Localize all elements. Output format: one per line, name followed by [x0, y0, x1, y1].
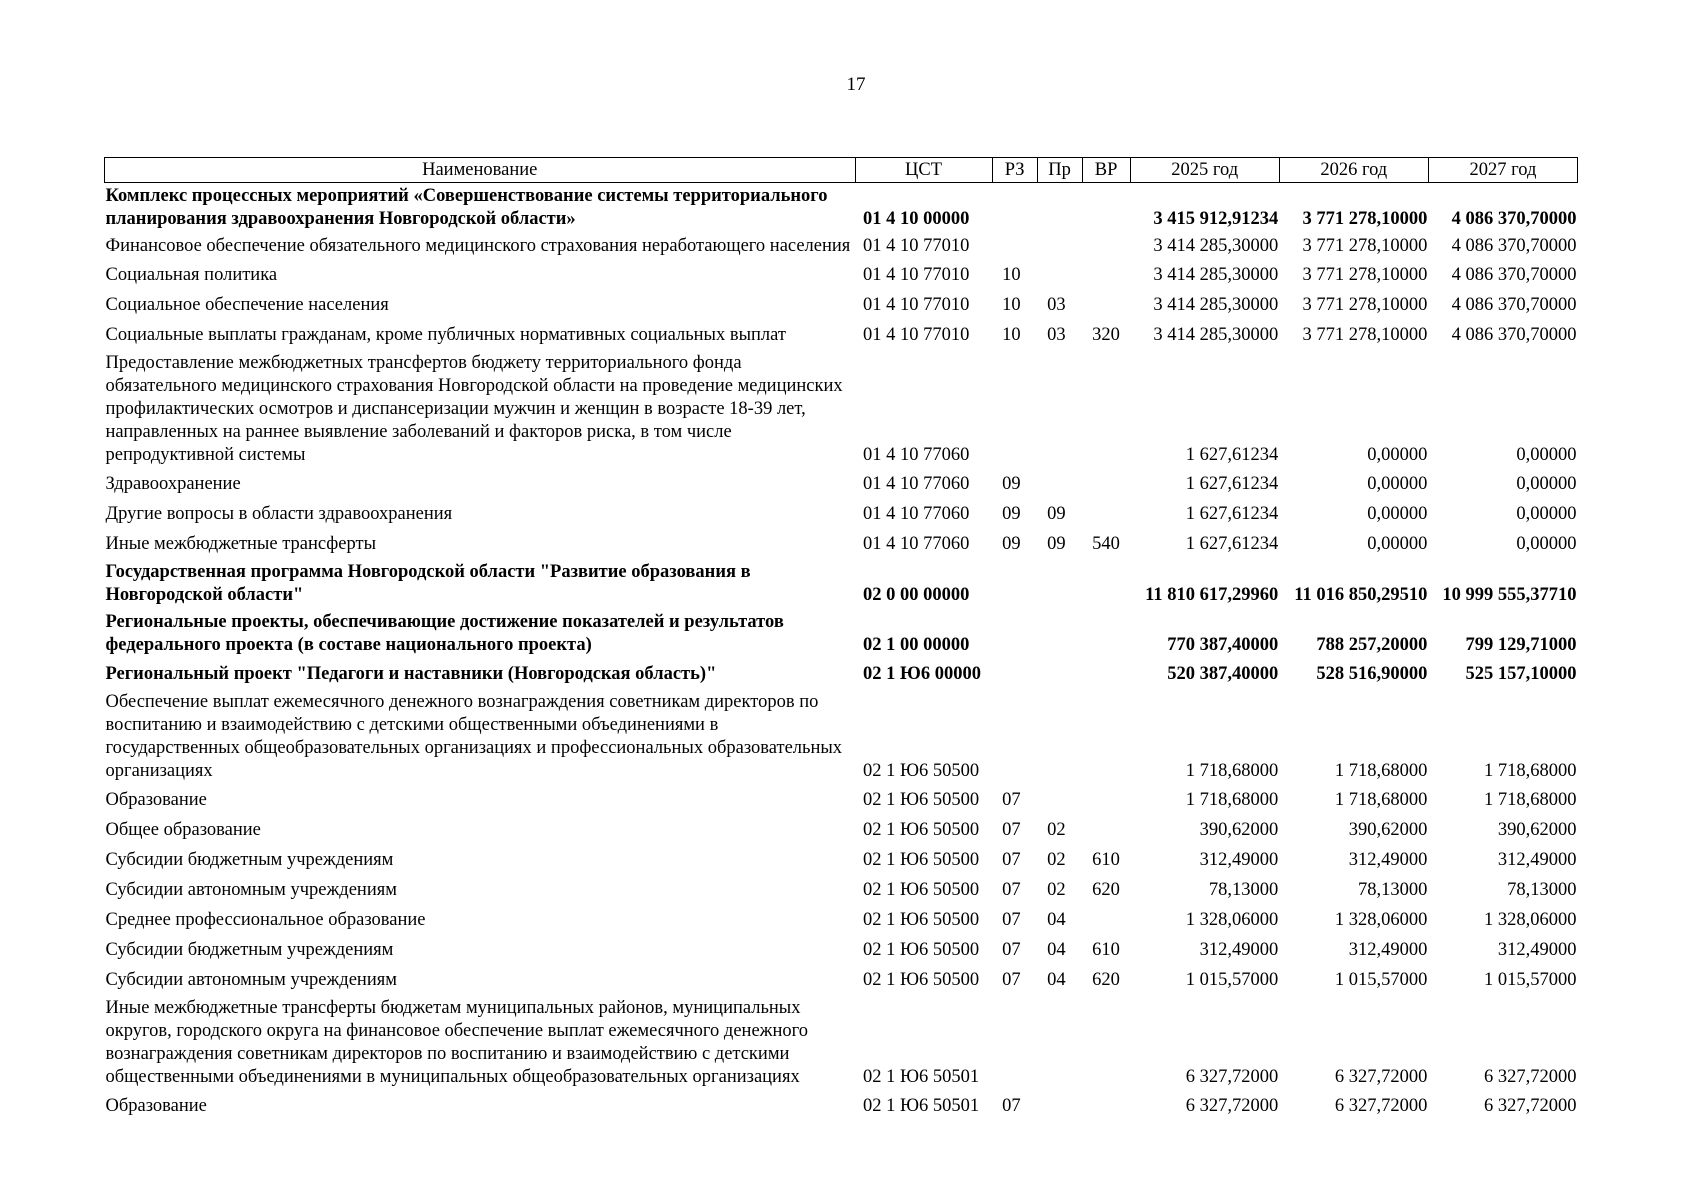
cell-2025: 6 327,72000	[1185, 1096, 1279, 1116]
cell-cst: 02 1 Ю6 50500	[863, 790, 980, 810]
cell-2026: 3 771 278,10000	[1302, 209, 1428, 229]
cell-rz: 07	[1002, 820, 1021, 840]
table-row	[105, 1091, 1578, 1121]
cell-cst: 01 4 10 77060	[863, 534, 970, 554]
cell-2025: 312,49000	[1199, 940, 1279, 960]
cell-vr	[1082, 260, 1130, 290]
cell-vr: 610	[1092, 940, 1120, 960]
cell-2027: 6 327,72000	[1484, 1067, 1577, 1087]
cell-pr: 04	[1047, 910, 1066, 930]
table-row	[105, 965, 1578, 995]
cell-name: Образование	[105, 1096, 207, 1116]
cell-2027: 390,62000	[1497, 820, 1577, 840]
cell-rz: 07	[1002, 850, 1021, 870]
cell-name: Комплекс процессных мероприятий «Совершенствование системы территориального планирования здравоохранения Новгородской области»	[105, 186, 828, 229]
cell-name: Общее образование	[105, 820, 261, 840]
cell-name: Субсидии автономным учреждениям	[105, 970, 397, 990]
cell-2025: 520 387,40000	[1167, 664, 1279, 684]
cell-2027: 10 999 555,37710	[1442, 585, 1577, 605]
cell-2025: 1 718,68000	[1185, 761, 1279, 781]
cell-pr	[1037, 183, 1082, 234]
table-row	[105, 529, 1578, 559]
cell-vr: 610	[1092, 850, 1120, 870]
cell-2026: 78,13000	[1357, 880, 1428, 900]
cell-2027: 0,00000	[1516, 534, 1577, 554]
cell-2025: 312,49000	[1199, 850, 1279, 870]
header-rz: РЗ	[992, 158, 1037, 183]
cell-name: Субсидии бюджетным учреждениям	[105, 850, 394, 870]
header-vr: ВР	[1082, 158, 1130, 183]
table-row	[105, 905, 1578, 935]
cell-2027: 0,00000	[1516, 474, 1577, 494]
cell-rz	[992, 559, 1037, 609]
cell-pr: 04	[1047, 970, 1066, 990]
cell-2025: 3 414 285,30000	[1153, 236, 1279, 256]
cell-name: Социальная политика	[105, 265, 278, 285]
cell-2026: 1 015,57000	[1334, 970, 1428, 990]
cell-2025: 1 627,61234	[1185, 504, 1279, 524]
cell-rz: 07	[1002, 790, 1021, 810]
table-row	[105, 499, 1578, 529]
cell-2025: 3 415 912,91234	[1153, 209, 1279, 229]
cell-cst: 02 1 Ю6 50500	[863, 850, 980, 870]
cell-2027: 4 086 370,70000	[1451, 325, 1577, 345]
cell-name: Другие вопросы в области здравоохранения	[105, 504, 453, 524]
cell-2027: 1 328,06000	[1484, 910, 1577, 930]
cell-2027: 4 086 370,70000	[1451, 209, 1577, 229]
cell-2025: 11 810 617,29960	[1145, 585, 1279, 605]
cell-vr	[1082, 559, 1130, 609]
cell-2025: 78,13000	[1208, 880, 1279, 900]
cell-rz: 07	[1002, 1096, 1021, 1116]
cell-rz: 09	[1002, 474, 1021, 494]
cell-pr	[1037, 350, 1082, 469]
table-row	[105, 689, 1578, 785]
cell-name: Государственная программа Новгородской области "Развитие образования в Новгородской области"	[105, 562, 751, 605]
cell-cst: 02 1 Ю6 00000	[863, 664, 981, 684]
cell-2027: 78,13000	[1507, 880, 1577, 900]
header-pr: Пр	[1037, 158, 1082, 183]
cell-pr: 04	[1047, 940, 1066, 960]
cell-name: Среднее профессиональное образование	[105, 910, 426, 930]
table-row	[105, 845, 1578, 875]
cell-rz	[992, 659, 1037, 689]
cell-cst: 01 4 10 77010	[863, 295, 970, 315]
table-row	[105, 995, 1578, 1091]
cell-pr	[1037, 559, 1082, 609]
cell-rz: 09	[1002, 504, 1021, 524]
cell-cst: 02 1 Ю6 50501	[863, 1096, 980, 1116]
cell-cst: 02 1 Ю6 50500	[863, 940, 980, 960]
cell-name: Региональные проекты, обеспечивающие достижение показателей и результатов федерального проекта (в составе национального проекта)	[105, 612, 784, 655]
cell-cst: 02 1 Ю6 50500	[863, 761, 980, 781]
cell-pr: 03	[1047, 325, 1066, 345]
cell-cst: 01 4 10 77010	[863, 265, 970, 285]
page-number: 17	[846, 74, 866, 95]
cell-2027: 4 086 370,70000	[1451, 295, 1577, 315]
cell-name: Финансовое обеспечение обязательного медицинского страхования неработающего населения	[105, 236, 851, 256]
cell-rz: 10	[1002, 265, 1021, 285]
cell-rz: 10	[1002, 325, 1021, 345]
cell-2026: 3 771 278,10000	[1302, 325, 1428, 345]
table-row	[105, 875, 1578, 905]
cell-name: Субсидии автономным учреждениям	[105, 880, 397, 900]
table-row	[105, 290, 1578, 320]
cell-name: Предоставление межбюджетных трансфертов бюджету территориального фонда обязательного медицинского страхования Новгородской области на проведение медицинских профилактических осмотров и диспансеризации мужчин и женщин в возрасте 18-39 лет, направленных на раннее выявление заболеваний и факторов риска, в том числе репродуктивной системы	[105, 353, 843, 465]
cell-cst: 02 1 Ю6 50500	[863, 880, 980, 900]
cell-vr	[1082, 350, 1130, 469]
cell-rz: 07	[1002, 940, 1021, 960]
cell-vr	[1082, 815, 1130, 845]
cell-cst: 02 0 00 00000	[863, 585, 970, 605]
cell-pr: 02	[1047, 820, 1066, 840]
cell-cst: 02 1 Ю6 50500	[863, 910, 980, 930]
cell-2027: 0,00000	[1516, 445, 1577, 465]
cell-pr: 09	[1047, 504, 1066, 524]
cell-2027: 4 086 370,70000	[1451, 236, 1577, 256]
cell-vr	[1082, 469, 1130, 499]
table-row	[105, 785, 1578, 815]
cell-2025: 390,62000	[1199, 820, 1279, 840]
cell-2027: 1 718,68000	[1484, 761, 1577, 781]
table-row	[105, 935, 1578, 965]
header-2027: 2027 год	[1428, 158, 1577, 183]
cell-name: Социальные выплаты гражданам, кроме публичных нормативных социальных выплат	[105, 325, 786, 345]
cell-vr: 320	[1092, 325, 1120, 345]
cell-2025: 3 414 285,30000	[1153, 295, 1279, 315]
cell-name: Региональный проект "Педагоги и наставники (Новгородская область)"	[105, 664, 717, 684]
cell-2027: 4 086 370,70000	[1451, 265, 1577, 285]
cell-pr: 02	[1047, 850, 1066, 870]
cell-vr: 620	[1092, 880, 1120, 900]
cell-pr	[1037, 689, 1082, 785]
cell-2027: 799 129,71000	[1465, 635, 1577, 655]
cell-pr	[1037, 659, 1082, 689]
table-row	[105, 469, 1578, 499]
cell-2026: 788 257,20000	[1316, 635, 1428, 655]
cell-2026: 312,49000	[1348, 940, 1428, 960]
cell-2027: 0,00000	[1516, 504, 1577, 524]
cell-2025: 1 627,61234	[1185, 474, 1279, 494]
cell-2025: 1 328,06000	[1185, 910, 1279, 930]
cell-rz: 07	[1002, 880, 1021, 900]
table-row	[105, 559, 1578, 609]
cell-cst: 02 1 Ю6 50500	[863, 820, 980, 840]
cell-vr	[1082, 233, 1130, 260]
cell-2026: 528 516,90000	[1316, 664, 1428, 684]
cell-vr	[1082, 609, 1130, 659]
cell-rz: 09	[1002, 534, 1021, 554]
cell-2026: 0,00000	[1367, 534, 1428, 554]
cell-vr	[1082, 1091, 1130, 1121]
cell-name: Субсидии бюджетным учреждениям	[105, 940, 394, 960]
cell-pr	[1037, 995, 1082, 1091]
cell-2025: 1 718,68000	[1185, 790, 1279, 810]
cell-2027: 6 327,72000	[1484, 1096, 1577, 1116]
cell-2026: 1 328,06000	[1334, 910, 1428, 930]
table-row	[105, 659, 1578, 689]
cell-vr	[1082, 689, 1130, 785]
cell-2025: 6 327,72000	[1185, 1067, 1279, 1087]
cell-rz	[992, 995, 1037, 1091]
cell-vr	[1082, 785, 1130, 815]
table-row	[105, 609, 1578, 659]
header-2026: 2026 год	[1279, 158, 1428, 183]
cell-pr	[1037, 469, 1082, 499]
cell-rz	[992, 183, 1037, 234]
cell-2025: 1 627,61234	[1185, 534, 1279, 554]
cell-vr	[1082, 659, 1130, 689]
cell-pr	[1037, 1091, 1082, 1121]
cell-pr: 03	[1047, 295, 1066, 315]
cell-2026: 0,00000	[1367, 445, 1428, 465]
cell-name: Социальное обеспечение населения	[105, 295, 389, 315]
table-row	[105, 260, 1578, 290]
cell-2027: 1 718,68000	[1484, 790, 1577, 810]
cell-cst: 01 4 10 77010	[863, 325, 970, 345]
cell-2025: 3 414 285,30000	[1153, 325, 1279, 345]
cell-vr: 540	[1092, 534, 1120, 554]
cell-vr: 620	[1092, 970, 1120, 990]
cell-cst: 01 4 10 00000	[863, 209, 970, 229]
table-row	[105, 815, 1578, 845]
cell-name: Здравоохранение	[105, 474, 241, 494]
cell-2025: 3 414 285,30000	[1153, 265, 1279, 285]
cell-vr	[1082, 499, 1130, 529]
cell-2026: 1 718,68000	[1334, 790, 1428, 810]
cell-cst: 02 1 Ю6 50500	[863, 970, 980, 990]
cell-2026: 3 771 278,10000	[1302, 236, 1428, 256]
cell-name: Иные межбюджетные трансферты	[105, 534, 377, 554]
cell-2026: 0,00000	[1367, 474, 1428, 494]
cell-pr: 09	[1047, 534, 1066, 554]
cell-pr	[1037, 609, 1082, 659]
cell-2027: 1 015,57000	[1484, 970, 1577, 990]
table-body	[105, 183, 1578, 1122]
cell-pr	[1037, 785, 1082, 815]
cell-vr	[1082, 995, 1130, 1091]
cell-vr	[1082, 905, 1130, 935]
budget-table	[104, 157, 1578, 1121]
cell-2026: 390,62000	[1348, 820, 1428, 840]
table-header-row	[105, 158, 1578, 183]
cell-2025: 1 015,57000	[1185, 970, 1279, 990]
cell-2026: 3 771 278,10000	[1302, 265, 1428, 285]
cell-rz: 07	[1002, 970, 1021, 990]
cell-pr	[1037, 260, 1082, 290]
cell-name: Обеспечение выплат ежемесячного денежного вознаграждения советникам директоров по воспитанию и взаимодействию с детскими общественными объединениями в государственных общеобразовательных организациях и профессиональных образовательных организациях	[105, 692, 843, 781]
cell-2027: 312,49000	[1497, 850, 1577, 870]
cell-2026: 0,00000	[1367, 504, 1428, 524]
cell-cst: 02 1 Ю6 50501	[863, 1067, 980, 1087]
cell-2025: 770 387,40000	[1167, 635, 1279, 655]
table-row	[105, 350, 1578, 469]
cell-2026: 11 016 850,29510	[1294, 585, 1428, 605]
cell-2027: 525 157,10000	[1465, 664, 1577, 684]
cell-name: Иные межбюджетные трансферты бюджетам муниципальных районов, муниципальных округов, городского округа на финансовое обеспечение выплат ежемесячного денежного вознаграждения советникам директоров по воспитанию и взаимодействию с детскими общественными объединениями в муниципальных общеобразовательных организациях	[105, 998, 808, 1087]
cell-2027: 312,49000	[1497, 940, 1577, 960]
cell-cst: 01 4 10 77060	[863, 504, 970, 524]
cell-rz	[992, 233, 1037, 260]
header-2025: 2025 год	[1130, 158, 1279, 183]
cell-2026: 6 327,72000	[1334, 1067, 1428, 1087]
cell-cst: 01 4 10 77060	[863, 474, 970, 494]
cell-pr: 02	[1047, 880, 1066, 900]
table-row	[105, 320, 1578, 350]
cell-name: Образование	[105, 790, 207, 810]
cell-cst: 01 4 10 77010	[863, 236, 970, 256]
cell-cst: 02 1 00 00000	[863, 635, 970, 655]
cell-2026: 6 327,72000	[1334, 1096, 1428, 1116]
table-row	[105, 183, 1578, 234]
cell-rz	[992, 689, 1037, 785]
cell-rz: 07	[1002, 910, 1021, 930]
header-cst: ЦСТ	[855, 158, 992, 183]
header-name: Наименование	[105, 158, 856, 183]
cell-vr	[1082, 183, 1130, 234]
cell-2026: 1 718,68000	[1334, 761, 1428, 781]
cell-cst: 01 4 10 77060	[863, 445, 970, 465]
cell-vr	[1082, 290, 1130, 320]
table-row	[105, 233, 1578, 260]
cell-2026: 3 771 278,10000	[1302, 295, 1428, 315]
cell-rz	[992, 350, 1037, 469]
cell-rz: 10	[1002, 295, 1021, 315]
cell-2025: 1 627,61234	[1185, 445, 1279, 465]
cell-rz	[992, 609, 1037, 659]
cell-pr	[1037, 233, 1082, 260]
cell-2026: 312,49000	[1348, 850, 1428, 870]
